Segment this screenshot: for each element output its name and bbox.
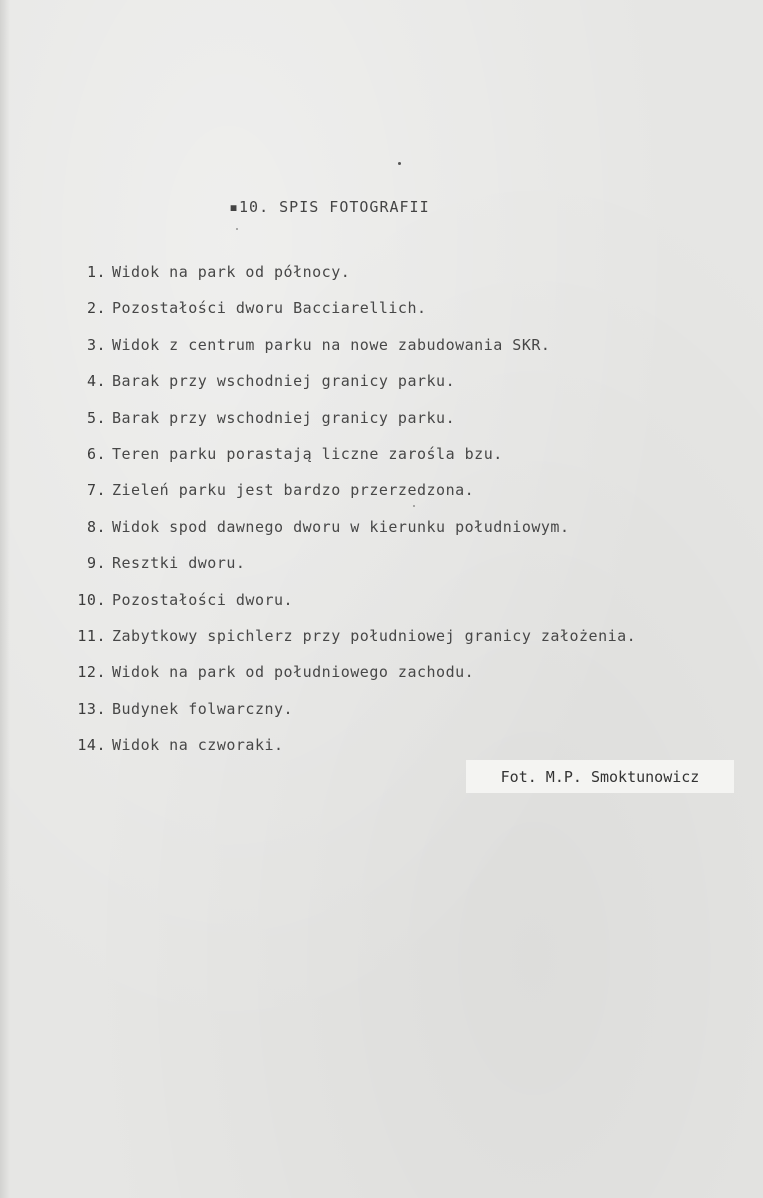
item-text: Pozostałości dworu. [112, 590, 294, 609]
page-edge-shadow [0, 0, 10, 1198]
ink-speck [236, 228, 238, 230]
item-number: 6. [86, 444, 106, 463]
item-number: 14. [77, 736, 106, 755]
page-title: ▪10. SPIS FOTOGRAFII [229, 198, 430, 216]
item-text: Zabytkowy spichlerz przy południowej granicy założenia. [112, 626, 637, 645]
item-number: 11. [77, 626, 106, 645]
list-item [60, 699, 636, 735]
list-item [60, 553, 636, 589]
credit-text: Fot. M.P. Smoktunowicz [500, 767, 700, 786]
list-item [60, 371, 636, 407]
photo-credit [466, 760, 734, 793]
item-number: 1. [86, 263, 106, 281]
list-item [60, 335, 636, 371]
item-text: Barak przy wschodniej granicy parku. [112, 408, 456, 427]
item-text: Widok z centrum parku na nowe zabudowania SKR. [112, 335, 551, 354]
photo-list [60, 262, 636, 771]
item-text: Zieleń parku jest bardzo przerzedzona. [112, 481, 475, 500]
list-item [60, 444, 636, 480]
item-text: Pozostałości dworu Bacciarellich. [112, 299, 427, 318]
item-number: 13. [77, 699, 106, 718]
ink-speck [398, 162, 401, 165]
item-number: 9. [86, 554, 106, 573]
list-item [60, 626, 636, 662]
item-number: 8. [86, 517, 106, 536]
item-text: Widok na park od południowego zachodu. [112, 663, 475, 682]
item-number: 2. [86, 299, 106, 318]
item-text: Widok na park od północy. [112, 263, 351, 281]
list-item [60, 480, 636, 516]
item-text: Teren parku porastają liczne zarośla bzu. [112, 444, 503, 463]
item-number: 7. [86, 481, 106, 500]
list-item [60, 590, 636, 626]
list-item [60, 517, 636, 553]
item-number: 4. [86, 372, 106, 391]
item-number: 12. [77, 663, 106, 682]
item-text: Budynek folwarczny. [112, 699, 294, 718]
list-item [60, 298, 636, 334]
item-number: 5. [86, 408, 106, 427]
item-text: Resztki dworu. [112, 554, 246, 573]
item-text: Barak przy wschodniej granicy parku. [112, 372, 456, 391]
list-item [60, 262, 636, 298]
list-item [60, 662, 636, 698]
list-item [60, 408, 636, 444]
item-number: 10. [77, 590, 106, 609]
item-number: 3. [86, 335, 106, 354]
item-text: Widok spod dawnego dworu w kierunku południowym. [112, 517, 570, 536]
item-text: Widok na czworaki. [112, 736, 284, 755]
